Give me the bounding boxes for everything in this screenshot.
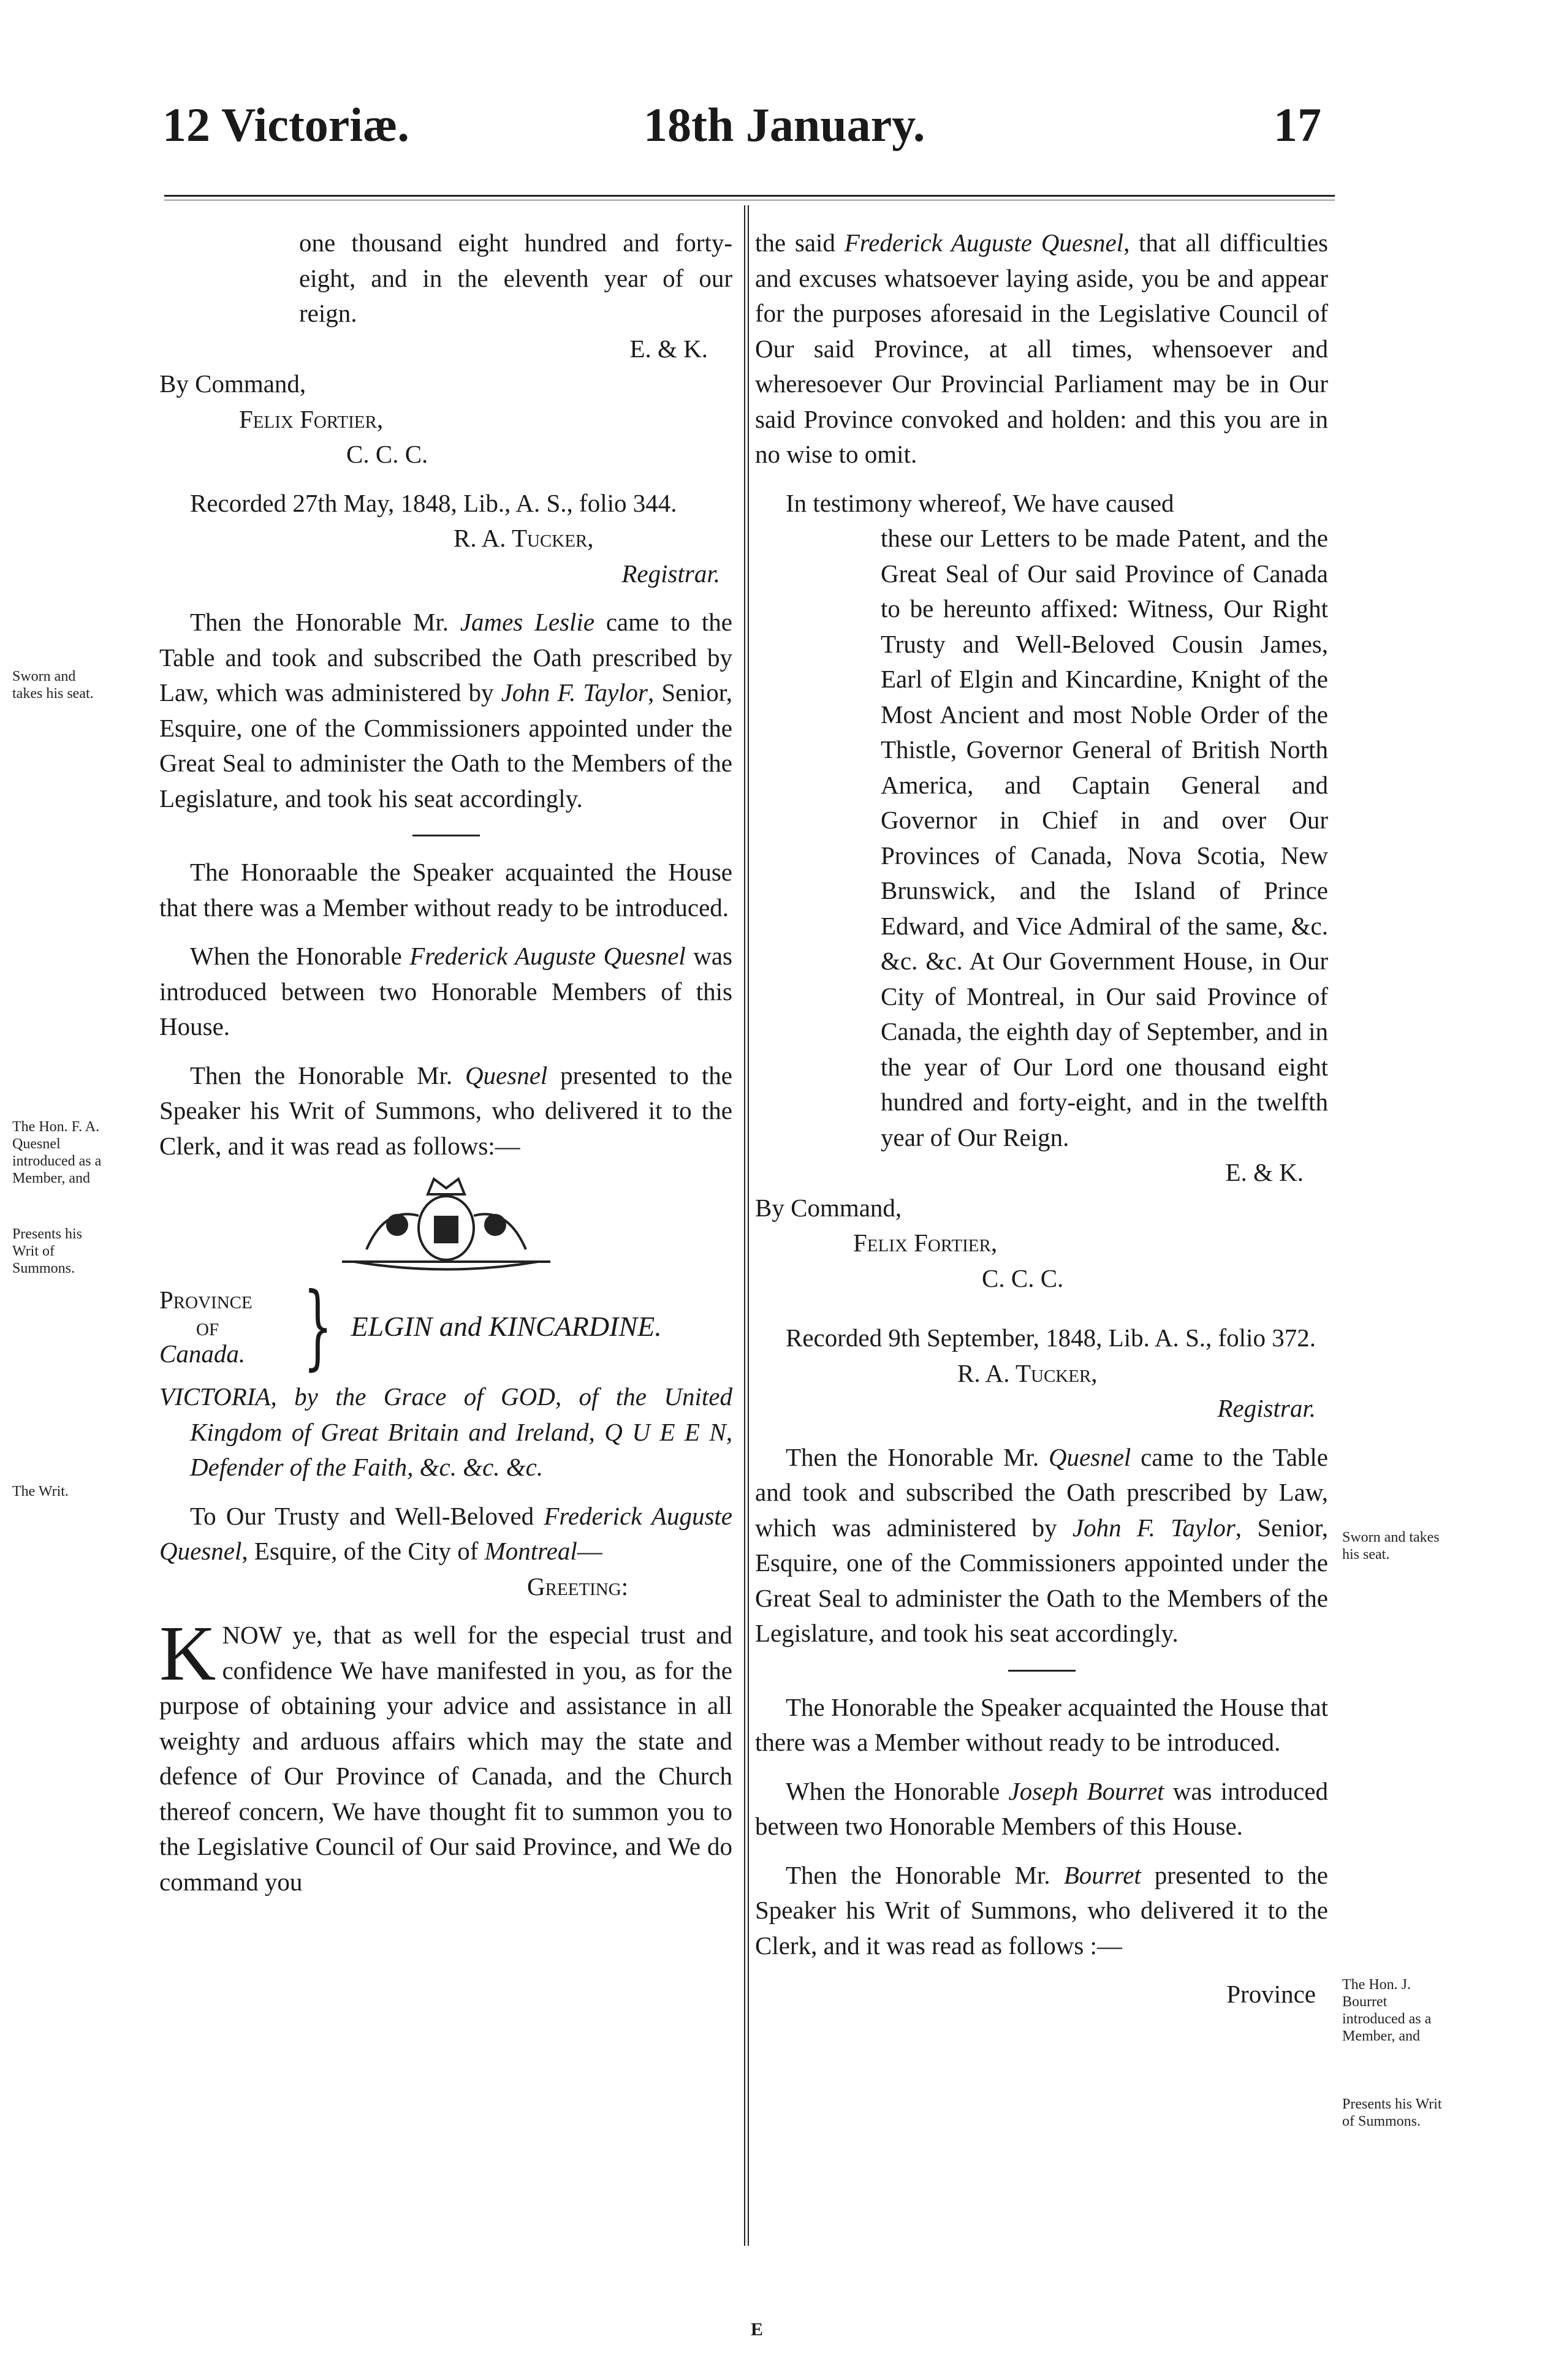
margin-note-sworn: Sworn and takes his seat. [12,669,94,702]
section-divider [412,835,480,836]
royal-style: VICTORIA, by the Grace of GOD, of the United Kingdom of Great Britain and Ireland, Q U E E N, Defender of the Faith, &c. &c. &c. [159,1382,732,1481]
ek-initials-right: E. & K. [1225,1158,1304,1186]
margin-note-presents-writ: Presents his Writ of Summons. [12,1226,82,1276]
left-column [159,225,732,1900]
testimony-body: these our Letters to be made Patent, and the Great Seal of Our said Province of Canada to be hereunto affixed: Witness, Our Right Trusty and Well-Beloved Cousin James, Earl of Elgin and Kincardine, Knight of the Most Ancient and most Noble Order of the Thistle, Governor General of British North America, and Captain General and Governor in Chief in and over Our Provinces of Canada, Nova Scotia, New Brunswick, and the Island of Prince Edward, and Vice Admiral of the same, &c. &c. &c. At Our Government House, in Our City of Montreal, in Our said Province of Canada, the eighth day of September, and in the year of Our Lord one thousand eight hundred and forty-eight, and in the twelfth year of Our Reign. [881,524,1328,1151]
clerk-title: C. C. C. [346,440,428,468]
sworn-paragraph-right: Then the Honorable Mr. Quesnel came to the Table and took and subscribed the Oath prescribed by Law, which was administered by John F. Taylor, Senior, Esquire, one of the Commissioners appointed under the Great Seal to administer the Oath to the Members of the Legislature, and took his seat accordingly. [755,1442,1328,1647]
clerk-title-right: C. C. C. [982,1264,1064,1292]
address-paragraph: To Our Trusty and Well-Beloved Frederick Auguste Quesnel, Esquire, of the City of Montreal— [159,1501,732,1565]
drop-cap: K [159,1610,216,1697]
catchword: Province [1226,1980,1316,2008]
speaker-paragraph: The Honoraable the Speaker acquainted the House that there was a Member without ready to be introduced. [159,858,732,922]
signature-mark: E [751,2319,764,2340]
margin-note-sworn-right: Sworn and takes his seat. [1342,1529,1440,1563]
page-number: 17 [1274,98,1321,151]
registrar-title: Registrar. [621,559,720,588]
greeting: Greeting: [527,1572,629,1601]
know-ye-paragraph: KNOW ye, that as well for the especial trust and confidence We have manifested in you, as for the purpose of obtaining your advice and assistance in all weighty and arduous affairs which may the state and defence of Our Province of Canada, and the Church thereof concern, We have thought fit to summon you to the Legislative Council of Our said Province, and We do command you [159,1610,732,1896]
elgin-kincardine: ELGIN and KINCARDINE. [351,1311,662,1343]
section-divider-right [1008,1670,1076,1672]
header-rule [164,195,1335,197]
recorded-note-right: Recorded 9th September, 1848, Lib. A. S., folio 372. [786,1324,1316,1352]
royal-arms-crest [330,1170,563,1274]
recorded-note: Recorded 27th May, 1848, Lib., A. S., folio 344. [190,488,677,517]
registrar-name: R. A. Tucker, [454,524,594,552]
margin-note-presents-writ-right: Presents his Writ of Summons. [1342,2096,1442,2129]
column-separator [744,205,749,2246]
running-head-left: 12 Victoriæ. [162,98,409,151]
margin-note-introduced-right: The Hon. J. Bourret introduced as a Member, and [1342,1977,1432,2044]
running-head-date: 18th January. [644,98,925,151]
margin-note-introduced: The Hon. F. A. Quesnel introduced as a Member, and [12,1119,102,1186]
by-command-right: By Command, [755,1193,902,1222]
brace: } [303,1273,333,1380]
by-command: By Command, [159,370,306,398]
sworn-paragraph: Then the Honorable Mr. James Leslie came to the Table and took and subscribed the Oath prescribed by Law, which was administered by John F. Taylor, Senior, Esquire, one of the Commissioners appointed under the Great Seal to administer the Oath to the Members of the Legislature, and took his seat accordingly. [159,608,732,813]
registrar-title-right: Registrar. [1217,1394,1316,1422]
clerk-name-right: Felix Fortier, [853,1229,998,1257]
ek-initials: E. & K. [629,334,708,363]
writ-presented-paragraph: Then the Honorable Mr. Quesnel presented to the Speaker his Writ of Summons, who delivered it to the Clerk, and it was read as follows:— [159,1061,732,1160]
clerk-name: Felix Fortier, [239,404,384,433]
introduction-paragraph: When the Honorable Frederick Auguste Quesnel was introduced between two Honorable Members of this House. [159,942,732,1040]
province-heading: Province of Canada. } ELGIN and KINCARDINE. [159,1273,662,1380]
reign-continuation: one thousand eight hundred and forty-eight, and in the eleventh year of our reign. [299,229,732,327]
testimony-lead: In testimony whereof, We have caused [786,488,1174,517]
registrar-name-right: R. A. Tucker, [957,1359,1098,1387]
introduction-paragraph-right: When the Honorable Joseph Bourret was introduced between two Honorable Members of this House. [755,1776,1328,1840]
writ-presented-paragraph-right: Then the Honorable Mr. Bourret presented to the Speaker his Writ of Summons, who delivered it to the Clerk, and it was read as follows :— [755,1860,1328,1960]
writ-continuation: the said Frederick Auguste Quesnel, that all difficulties and excuses whatsoever laying aside, you be and appear for the purposes aforesaid in the Legislative Council of Our said Province, at all times, whensoever and wheresoever Our Provincial Parliament may be in Our said Province convoked and holden: and this you are in no wise to omit. [755,229,1328,468]
margin-note-the-writ: The Writ. [12,1484,69,1499]
right-column [755,225,1328,2012]
speaker-paragraph-right: The Honorable the Speaker acquainted the House that there was a Member without ready to be introduced. [755,1692,1328,1756]
